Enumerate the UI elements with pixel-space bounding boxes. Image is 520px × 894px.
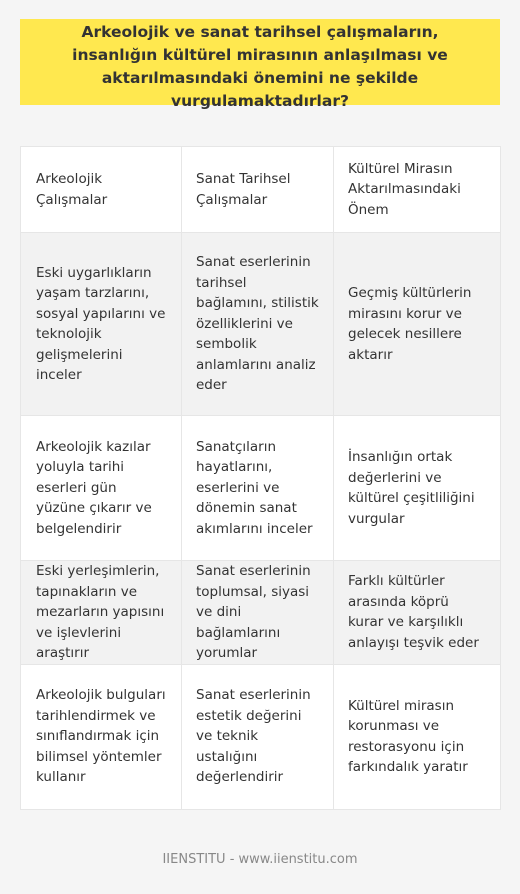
table-cell: İnsanlığın ortak değerlerini ve kültürel çeşitliliğini vurgular: [334, 416, 501, 561]
table-cell: Sanatçıların hayatlarını, eserlerini ve dönemin sanat akımlarını inceler: [182, 416, 334, 561]
question-banner: [20, 19, 500, 110]
table-row: [21, 233, 501, 416]
table-header-row: [21, 147, 501, 233]
table-row: [21, 416, 501, 561]
table-cell: Geçmiş kültürlerin mirasını korur ve gelecek nesillere aktarır: [334, 233, 501, 416]
table-cell: Arkeolojik bulguları tarihlendirmek ve sınıflandırmak için bilimsel yöntemler kullanır: [21, 664, 182, 809]
table-header-cell: Sanat Tarihsel Çalışmalar: [182, 147, 334, 233]
table-header-cell: Kültürel Mirasın Aktarılmasındaki Önem: [334, 147, 501, 233]
question-text: Arkeolojik ve sanat tarihsel çalışmaların, insanlığın kültürel mirasının anlaşılması ve aktarılmasındaki önemini ne şekilde vurgulamaktadırlar?: [72, 23, 448, 110]
table-row: [21, 561, 501, 665]
comparison-table: [20, 146, 501, 810]
table-cell: Sanat eserlerinin tarihsel bağlamını, stilistik özelliklerini ve sembolik anlamlarını analiz eder: [182, 233, 334, 416]
table-header-cell: Arkeolojik Çalışmalar: [21, 147, 182, 233]
table-cell: Eski uygarlıkların yaşam tarzlarını, sosyal yapılarını ve teknolojik gelişmelerini inceler: [21, 233, 182, 416]
table-cell: Arkeolojik kazılar yoluyla tarihi eserleri gün yüzüne çıkarır ve belgelendirir: [21, 416, 182, 561]
table-cell: Eski yerleşimlerin, tapınakların ve mezarların yapısını ve işlevlerini araştırır: [21, 561, 182, 665]
footer-credit: IIENSTITU - www.iienstitu.com: [162, 852, 358, 867]
table-cell: Sanat eserlerinin estetik değerini ve teknik ustalığını değerlendirir: [182, 664, 334, 809]
table-cell: Sanat eserlerinin toplumsal, siyasi ve dini bağlamlarını yorumlar: [182, 561, 334, 665]
table-cell: Farklı kültürler arasında köprü kurar ve karşılıklı anlayışı teşvik eder: [334, 561, 501, 665]
table-cell: Kültürel mirasın korunması ve restorasyonu için farkındalık yaratır: [334, 664, 501, 809]
table-row: [21, 664, 501, 809]
